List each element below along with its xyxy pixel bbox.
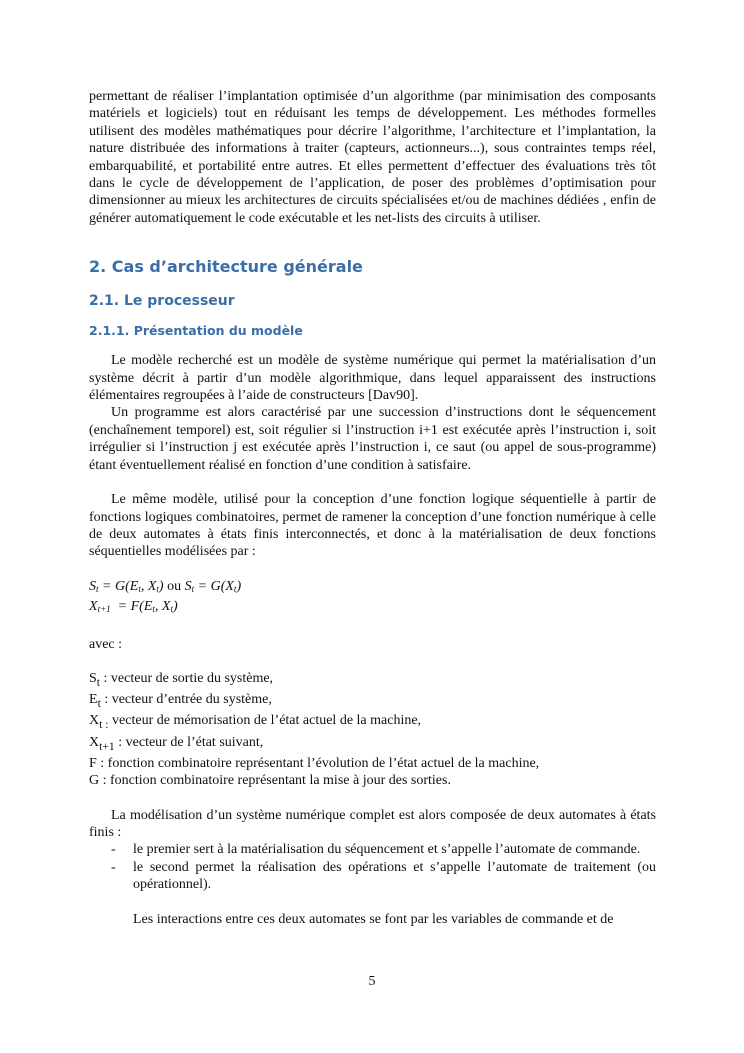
subsubsection-heading: 2.1.1. Présentation du modèle bbox=[89, 323, 303, 339]
list-item: - le second permet la réalisation des opérations et s’appelle l’automate de traitement (ou opérationnel). bbox=[111, 859, 656, 893]
intro-paragraph: permettant de réaliser l’implantation optimisée d’un algorithme (par minimisation des composants matériels et logiciels) tout en réduisant les temps de développement. Les méthodes formelles utilisent des modèles mathématiques pour décrire l’algorithme, l’architecture et l’implantation, la nature distribuée des informations à traiter (capteurs, actionneurs...), sous contraintes temps réel, embarquabilité, et portabilité entre autres. Et elles permettent d’effectuer des évaluations très tôt dans le cycle de développement de l’application, de poser des problèmes d’optimisation pour dimensionner au mieux les architectures de circuits spécialisées et/ou de machines dédiées , enfin de générer automatiquement le code exécutable et les net-lists des circuits à utiliser. bbox=[89, 89, 656, 226]
definitions-list bbox=[89, 670, 656, 790]
paragraph-modelisation: La modélisation d’un système numérique complet est alors composée de deux automates à états finis : bbox=[89, 807, 656, 840]
equation-output: $S_t = G(E_t$, $X_t$) ou $S_t = G(X_t)$ bbox=[89, 578, 242, 594]
avec-label: avec : bbox=[89, 636, 123, 652]
definition-item: $E_t$ : vecteur d’entrée du système, bbox=[89, 692, 272, 710]
definition-item: $X_{t+1}$ : vecteur de l’état suivant, bbox=[89, 734, 264, 753]
definition-item: F : fonction combinatoire représentant l’évolution de l’état actuel de la machine, bbox=[89, 755, 540, 771]
definition-item: $S_t$ : vecteur de sortie du système, bbox=[89, 670, 274, 689]
paragraph-same-model: Le même modèle, utilisé pour la conception d’une fonction logique séquentielle à partir de fonctions logiques combinatoires, permet de ramener la conception d’une fonction numérique à celle de deux automates à états finis interconnectés, et donc à la matérialisation de deux fonctions séquentielles modélisées par : bbox=[89, 492, 656, 560]
section-heading: 2. Cas d’architecture générale bbox=[89, 257, 363, 277]
equation-state: $X_{t+1} = F(E_t$, $X_t$) bbox=[89, 599, 178, 615]
paragraph-model-description: Le modèle recherché est un modèle de système numérique qui permet la matérialisation d’un système décrit à partir d’un modèle algorithmique, dans lequel apparaissent des instructions élémentaires regroupées à l’aide de constructeurs [Dav90]. bbox=[89, 353, 656, 404]
document-page bbox=[89, 88, 656, 928]
page-number: 5 bbox=[368, 974, 376, 989]
subsection-heading: 2.1. Le processeur bbox=[89, 293, 235, 310]
paragraph-interactions: Les interactions entre ces deux automates se font par les variables de commande et de bbox=[133, 911, 614, 927]
paragraph-program-definition: Un programme est alors caractérisé par une succession d’instructions dont le séquencement (enchaînement temporel) est, soit régulier si l’instruction i+1 est exécutée après l’instruction i, soit irrégulier si l’instruction j est exécutée après l’instruction i, ce saut (ou appel de sous-programme) étant éventuellement réalisé en fonction d’une condition à satisfaire. bbox=[89, 405, 656, 473]
definition-item: $X_{t :}$ vecteur de mémorisation de l’état actuel de la machine, bbox=[89, 713, 422, 732]
automates-list bbox=[89, 841, 656, 893]
definition-item: G : fonction combinatoire représentant la mise à jour des sorties. bbox=[89, 773, 451, 789]
list-item: - le premier sert à la matérialisation du séquencement et s’appelle l’automate de commande. bbox=[111, 842, 641, 858]
